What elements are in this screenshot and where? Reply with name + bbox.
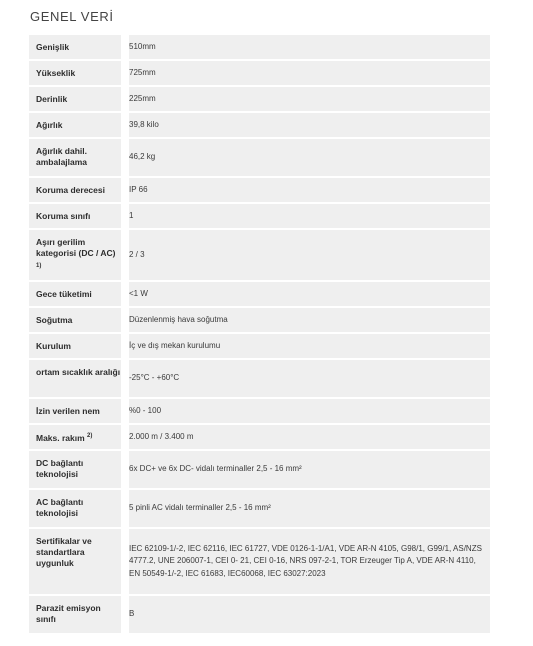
spec-value: -25°C - +60°C: [129, 373, 180, 383]
spec-value: IP 66: [129, 184, 148, 194]
spec-value: 2 / 3: [129, 249, 145, 259]
spec-label: [29, 427, 121, 448]
spec-value: 2.000 m / 3.400 m: [129, 431, 194, 441]
column-divider: [121, 334, 129, 358]
spec-value: 39,8 kilo: [129, 119, 159, 129]
spec-row: [29, 230, 490, 280]
spec-row: [29, 87, 490, 111]
spec-value: İç ve dış mekan kurulumu: [129, 340, 221, 350]
column-divider: [121, 87, 129, 111]
spec-label-text: Derinlik: [36, 93, 68, 104]
spec-value: 225mm: [129, 93, 156, 103]
spec-label: [29, 90, 121, 109]
spec-row: [29, 425, 490, 449]
column-divider: [121, 399, 129, 423]
footnote-marker: 1): [36, 263, 42, 269]
spec-label-text: DC bağlantı teknolojisi: [36, 458, 84, 479]
column-divider: [121, 35, 129, 59]
spec-value: <1 W: [129, 288, 148, 298]
spec-label: [29, 38, 121, 57]
spec-label: [29, 230, 121, 276]
column-divider: [121, 529, 129, 594]
spec-value: 6x DC+ ve 6x DC- vidalı terminaller 2,5 - 16 mm²: [129, 464, 302, 474]
spec-label: [29, 402, 121, 421]
spec-label: [29, 529, 121, 573]
spec-label-text: Sertifikalar ve standartlara uygunluk: [36, 536, 92, 568]
spec-row: [29, 529, 490, 594]
spec-row: [29, 35, 490, 59]
spec-label-text: Soğutma: [36, 314, 73, 325]
spec-label-text: AC bağlantı teknolojisi: [36, 497, 84, 518]
column-divider: [121, 596, 129, 633]
spec-value: IEC 62109-1/-2, IEC 62116, IEC 61727, VDE 0126-1-1/A1, VDE AR-N 4105, G98/1, G99/1, AS/NZS 4777.2, UNE 206007-1, CEI 0- 21, CEI 0-16, NRS 097-2-1, TOR Erzeuger Tip A, VDE AR-N 4110, EN 50549-1/-2, IEC 61683, IEC60068, IEC 63027:2023: [129, 543, 482, 578]
spec-row: [29, 334, 490, 358]
spec-label-text: Ağırlık: [36, 119, 63, 130]
spec-label-text: Parazit emisyon sınıfı: [36, 603, 101, 624]
column-divider: [121, 204, 129, 228]
spec-label: [29, 451, 121, 484]
spec-label-text: Yükseklik: [36, 67, 76, 78]
footnote-marker: 2): [87, 432, 93, 439]
spec-value: 5 pinli AC vidalı terminaller 2,5 - 16 mm²: [129, 503, 271, 513]
spec-label-text: ortam sıcaklık aralığı: [36, 367, 121, 377]
column-divider: [121, 490, 129, 527]
spec-value: %0 - 100: [129, 405, 162, 415]
spec-label-text: Maks. rakım: [36, 432, 85, 443]
spec-label: [29, 116, 121, 135]
spec-label-text: İzin verilen nem: [36, 405, 100, 416]
column-divider: [121, 61, 129, 85]
column-divider: [121, 451, 129, 488]
column-divider: [121, 425, 129, 449]
spec-row: [29, 399, 490, 423]
spec-value: 510mm: [129, 41, 156, 51]
spec-row: [29, 308, 490, 332]
spec-value: 725mm: [129, 67, 156, 77]
spec-label: [29, 490, 121, 523]
column-divider: [121, 113, 129, 137]
spec-row: [29, 113, 490, 137]
spec-row: [29, 490, 490, 527]
spec-value: 46,2 kg: [129, 152, 156, 162]
spec-label: [29, 139, 121, 172]
spec-label-text: Koruma sınıfı: [36, 210, 91, 221]
spec-row: [29, 596, 490, 633]
spec-label: [29, 64, 121, 83]
spec-row: [29, 139, 490, 176]
spec-value: 1: [129, 210, 134, 220]
column-divider: [121, 360, 129, 397]
spec-label-text: Ağırlık dahil. ambalajlama: [36, 146, 88, 167]
spec-row: [29, 178, 490, 202]
spec-row: [29, 204, 490, 228]
spec-row: [29, 61, 490, 85]
spec-label: [29, 285, 121, 304]
spec-row: [29, 451, 490, 488]
spec-label: [29, 181, 121, 200]
spec-table: [29, 35, 490, 635]
column-divider: [121, 139, 129, 176]
spec-label-text: Kurulum: [36, 340, 71, 351]
column-divider: [121, 282, 129, 306]
spec-label-text: Genişlik: [36, 41, 70, 52]
spec-row: [29, 360, 490, 397]
spec-label: [29, 596, 121, 629]
spec-value: Düzenlenmiş hava soğutma: [129, 314, 228, 324]
spec-label-text: Koruma derecesi: [36, 184, 105, 195]
spec-label: [29, 360, 121, 382]
spec-label: [29, 207, 121, 226]
spec-label-text: Aşırı gerilim kategorisi (DC / AC): [36, 237, 116, 258]
spec-row: [29, 282, 490, 306]
spec-label: [29, 337, 121, 356]
spec-label: [29, 311, 121, 330]
spec-value: B: [129, 609, 135, 619]
column-divider: [121, 308, 129, 332]
spec-label-text: Gece tüketimi: [36, 288, 92, 299]
section-title: GENEL VERİ: [30, 9, 114, 24]
column-divider: [121, 230, 129, 280]
column-divider: [121, 178, 129, 202]
